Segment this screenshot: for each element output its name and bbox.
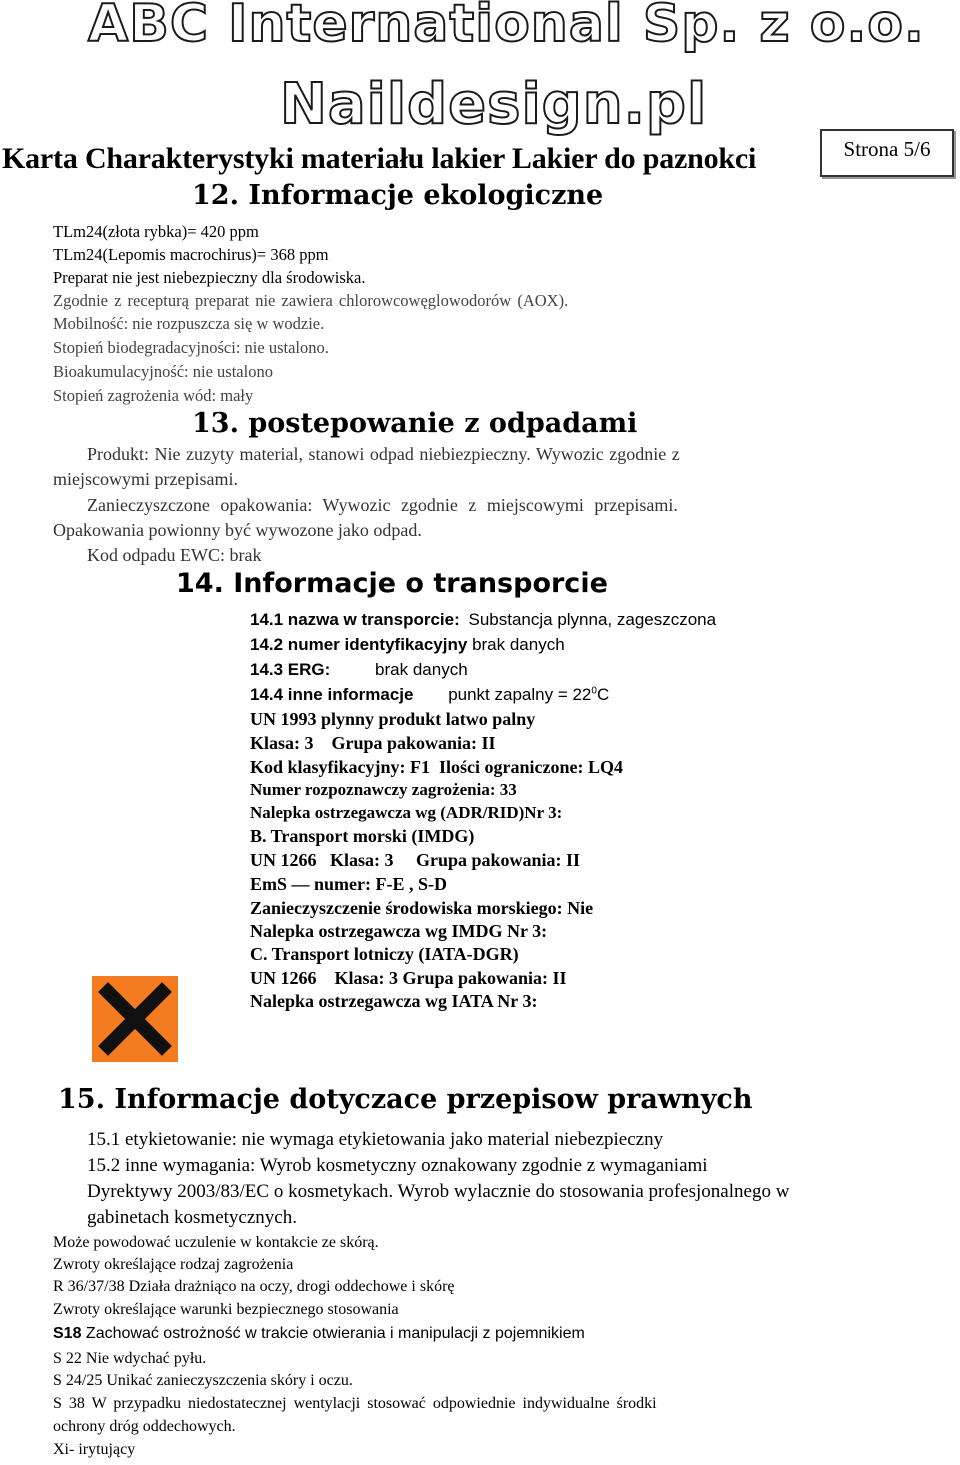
eco-line: Preparat nie jest niebezpieczny dla środowiska.: [53, 268, 366, 287]
regulation-note: Zwroty określające warunki bezpiecznego stosowania: [53, 1301, 399, 1318]
transport-item: [250, 610, 716, 630]
safety-phrase: S 38 W przypadku niedostatecznej wentylacji stosować odpowiednie indywidualne środki: [53, 1395, 657, 1412]
transport-item: [250, 660, 468, 680]
eco-line: TLm24(złota rybka)= 420 ppm: [53, 222, 259, 241]
transport-item: [250, 635, 565, 655]
eco-line: Bioakumulacyjność: nie ustalono: [53, 362, 273, 381]
regulation-paragraph: 15.1 etykietowanie: nie wymaga etykietowania jako material niebezpieczny: [87, 1129, 664, 1150]
eco-line: TLm24(Lepomis macrochirus)= 368 ppm: [53, 245, 329, 264]
transport-item-label: 14.2 numer identyfikacyjny: [250, 635, 468, 654]
waste-line: Opakowania powionny być wywozone jako odpad.: [53, 520, 422, 540]
safety-phrase-s18: [53, 1325, 585, 1343]
section-12-heading: 12. Informacje ekologiczne: [192, 180, 604, 211]
transport-item-label: 14.4 inne informacje: [250, 685, 414, 704]
regulation-paragraph: gabinetach kosmetycznych.: [87, 1207, 297, 1228]
waste-line: miejscowymi przepisami.: [53, 469, 238, 489]
safety-phrase: Xi- irytujący: [53, 1441, 136, 1458]
transport-detail: UN 1266 Klasa: 3 Grupa pakowania: II: [250, 850, 581, 870]
waste-line: Zanieczyszczone opakowania: Wywozic zgodnie z miejscowymi przepisami.: [87, 495, 678, 515]
document-title: Karta Charakterystyki materiału lakier Lakier do paznokci: [2, 142, 757, 175]
transport-detail: Nalepka ostrzegawcza wg IATA Nr 3:: [250, 991, 538, 1011]
transport-item-value: brak danych: [472, 635, 565, 654]
safety-phrase: ochrony dróg oddechowych.: [53, 1418, 236, 1435]
transport-item-value: Substancja plynna, zageszczona: [468, 610, 717, 629]
safety-phrase: S 24/25 Unikać zanieczyszczenia skóry i oczu.: [53, 1372, 353, 1389]
eco-line: Stopień biodegradacyjności: nie ustalono.: [53, 338, 329, 357]
section-15-heading: 15. Informacje dotyczace przepisow prawnych: [58, 1084, 753, 1115]
transport-detail: B. Transport morski (IMDG): [250, 826, 475, 846]
waste-line: Kod odpadu EWC: brak: [87, 545, 262, 565]
transport-detail: Kod klasyfikacyjny: F1 Ilości ograniczone: LQ4: [250, 757, 623, 777]
eco-line: Mobilność: nie rozpuszcza się w wodzie.: [53, 314, 325, 333]
transport-detail: Numer rozpoznawczy zagrożenia: 33: [250, 780, 517, 799]
eco-line: Stopień zagrożenia wód: mały: [53, 386, 254, 405]
transport-item-label: 14.3 ERG:: [250, 660, 331, 679]
regulation-paragraph: Dyrektywy 2003/83/EC o kosmetykach. Wyrob wylacznie do stosowania profesjonalnego w: [87, 1181, 790, 1202]
eco-line: Zgodnie z recepturą preparat nie zawiera chlorowcowęglowodorów (AOX).: [53, 291, 569, 310]
transport-detail: Klasa: 3 Grupa pakowania: II: [250, 733, 496, 753]
safety-phrase: S 22 Nie wdychać pyłu.: [53, 1350, 207, 1367]
s18-text: Zachować ostrożność w trakcie otwierania i manipulacji z pojemnikiem: [85, 1325, 585, 1342]
transport-detail: Zanieczyszczenie środowiska morskiego: Nie: [250, 898, 594, 918]
section-14-heading: 14. Informacje o transporcie: [176, 568, 608, 599]
irritant-x-icon: [92, 976, 178, 1062]
waste-line: Produkt: Nie zuzyty material, stanowi odpad niebiezpieczny. Wywozic zgodnie z: [87, 444, 680, 464]
company-logo-text: ABC International Sp. z o.o.: [88, 0, 925, 54]
transport-item: [250, 685, 609, 705]
irritant-x-glyph: [92, 976, 178, 1062]
page-number-box: Strona 5/6: [820, 129, 954, 177]
regulation-note: Zwroty określające rodzaj zagrożenia: [53, 1256, 294, 1273]
regulation-note: R 36/37/38 Działa drażniąco na oczy, drogi oddechowe i skórę: [53, 1278, 455, 1295]
transport-item-label: 14.1 nazwa w transporcie:: [250, 610, 460, 629]
regulation-paragraph: 15.2 inne wymagania: Wyrob kosmetyczny oznakowany zgodnie z wymaganiami: [87, 1155, 708, 1176]
transport-detail: C. Transport lotniczy (IATA-DGR): [250, 944, 519, 964]
transport-detail: UN 1993 plynny produkt latwo palny: [250, 709, 536, 729]
regulation-note: Może powodować uczulenie w kontakcie ze skórą.: [53, 1234, 379, 1251]
transport-item-value: brak danych: [375, 660, 468, 679]
transport-detail: Nalepka ostrzegawcza wg IMDG Nr 3:: [250, 921, 548, 941]
website-logo-text: Naildesign.pl: [280, 72, 708, 137]
transport-detail: Nalepka ostrzegawcza wg (ADR/RID)Nr 3:: [250, 803, 563, 822]
flash-point-value: punkt zapalny = $22^0C$: [448, 685, 610, 704]
transport-detail: UN 1266 Klasa: 3 Grupa pakowania: II: [250, 968, 567, 988]
s18-code: S18: [53, 1325, 82, 1342]
transport-detail: EmS — numer: F-E , S-D: [250, 874, 447, 894]
section-13-heading: 13. postepowanie z odpadami: [192, 408, 638, 439]
